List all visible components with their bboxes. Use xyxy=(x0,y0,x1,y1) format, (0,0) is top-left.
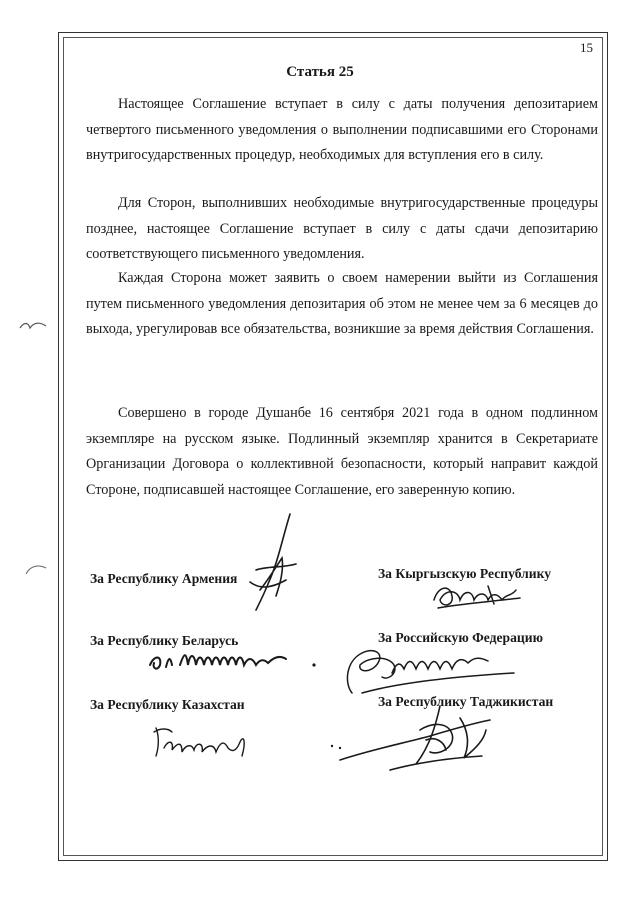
signature-russia xyxy=(338,643,528,701)
margin-mark-bottom xyxy=(24,562,48,578)
article-title: Статья 25 xyxy=(286,64,354,80)
margin-mark-top xyxy=(18,318,48,334)
paragraph-done-at: Совершено в городе Душанбе 16 сентября 2021 года в одном подлинном экземпляре на русском языке. Подлинный экземпляр хранится в Секретариате Организации Договора о коллективной безопасности, который направит каждой Стороне, подписавшей настоящее Соглашение, его заверенную копию. xyxy=(86,405,598,499)
signatory-kazakhstan: За Республику Казахстан xyxy=(90,697,245,712)
signature-belarus xyxy=(146,645,326,675)
paragraph-withdrawal: Каждая Сторона может заявить о своем намерении выйти из Соглашения путем письменного уведомления депозитария об этом не менее чем за 6 месяцев до выхода, урегулировав все обязательства, возникшие за время действия Соглашения. xyxy=(86,270,598,338)
signature-armenia xyxy=(238,510,308,620)
paragraph-late-parties: Для Сторон, выполнивших необходимые внутригосударственные процедуры позднее, настоящее Соглашение вступает в силу с даты сдачи депозитарию соответствующего письменного уведомления. xyxy=(86,195,598,263)
paragraph-entry-into-force: Настоящее Соглашение вступает в силу с даты получения депозитарием четвертого письменного уведомления о выполнении подписавшими его Сторонами внутригосударственных процедур, необходимых для вступления его в силу. xyxy=(86,96,598,164)
signatory-belarus: За Республику Беларусь xyxy=(90,633,239,648)
signatory-kyrgyzstan: За Кыргызскую Республику xyxy=(378,566,552,581)
signatory-tajikistan: За Республику Таджикистан xyxy=(378,694,554,709)
signature-kyrgyzstan xyxy=(428,578,528,614)
signatory-armenia: За Республику Армения xyxy=(90,571,238,586)
signatory-russia: За Российскую Федерацию xyxy=(378,630,543,645)
signature-tajikistan xyxy=(320,700,510,780)
signature-kazakhstan xyxy=(150,722,260,762)
page-number: 15 xyxy=(580,40,593,55)
